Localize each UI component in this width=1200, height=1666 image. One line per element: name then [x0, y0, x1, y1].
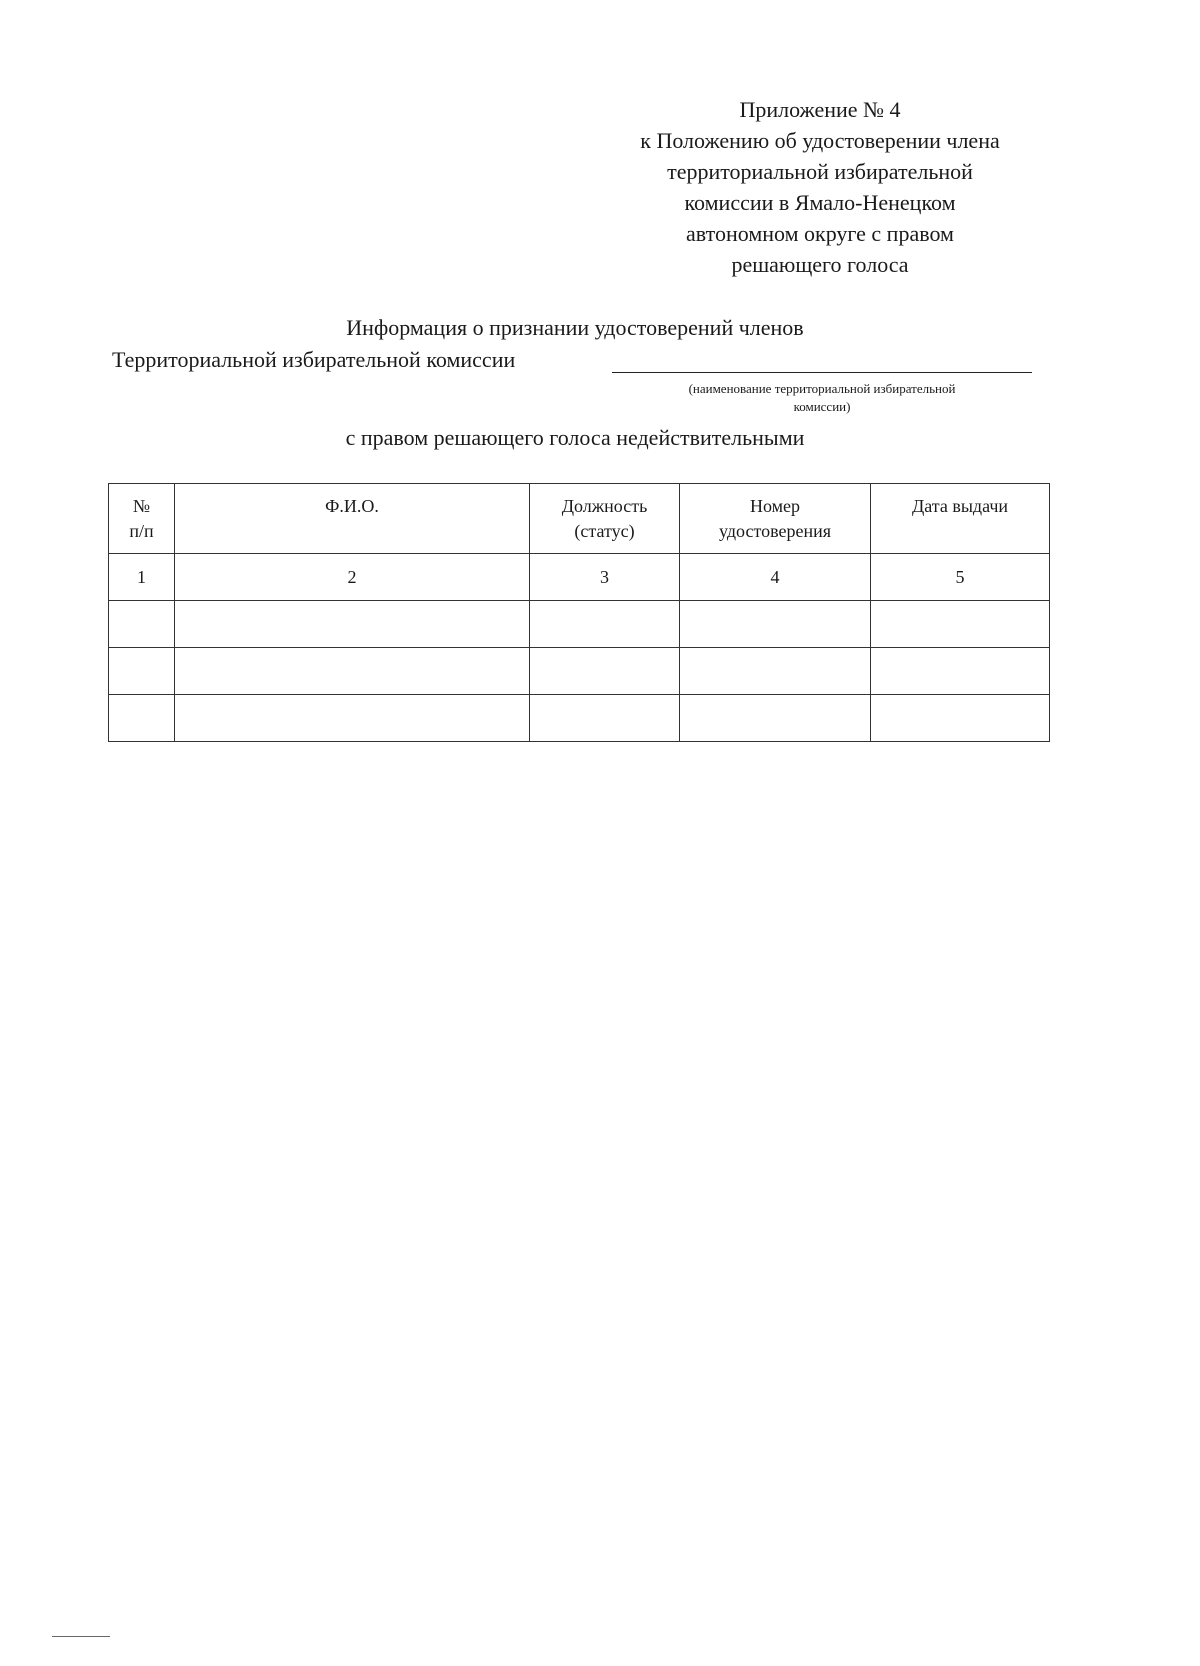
appendix-line: Приложение № 4: [739, 97, 901, 122]
table-cell: [109, 648, 175, 695]
hint-line: (наименование территориальной избирательной: [688, 381, 956, 396]
column-number-cell: 4: [680, 554, 871, 601]
table-row: [109, 601, 1050, 648]
table-cell: [530, 695, 680, 742]
table-header-row: [109, 484, 1050, 554]
column-number-cell: 5: [871, 554, 1050, 601]
hint-line: комиссии): [793, 399, 851, 414]
header-text: (статус): [574, 521, 635, 541]
column-number-row: [109, 554, 1050, 601]
document-title-line-2: Территориальной избирательной комиссии: [112, 347, 516, 372]
table-cell: [680, 648, 871, 695]
column-number-cell: 3: [530, 554, 680, 601]
appendix-line: комиссии в Ямало-Ненецком: [684, 190, 956, 215]
table-cell: [530, 648, 680, 695]
header-text: Дата выдачи: [911, 496, 1009, 516]
table-cell: [175, 695, 530, 742]
header-cell-fio: [175, 484, 530, 554]
footer-scan-mark: [52, 1636, 110, 1637]
header-text: удостоверения: [718, 521, 831, 541]
table-cell: [871, 695, 1050, 742]
commission-name-hint: [612, 380, 1032, 416]
appendix-header: [540, 94, 1100, 280]
table-cell: [109, 601, 175, 648]
appendix-line: территориальной избирательной: [667, 159, 973, 184]
header-text: Должность: [561, 496, 648, 516]
table-cell: [871, 648, 1050, 695]
header-text: п/п: [129, 521, 154, 541]
table-cell: [109, 695, 175, 742]
table-cell: [680, 601, 871, 648]
table-cell: [175, 648, 530, 695]
appendix-line: решающего голоса: [731, 252, 909, 277]
certificates-table: [108, 483, 1050, 742]
appendix-line: автономном округе с правом: [686, 221, 954, 246]
document-title-line-3: с правом решающего голоса недействительными: [345, 425, 805, 450]
table-row: [109, 648, 1050, 695]
table-cell: [871, 601, 1050, 648]
appendix-line: к Положению об удостоверении члена: [640, 128, 1000, 153]
document-title-line-1: Информация о признании удостоверений членов: [346, 315, 804, 340]
header-text: Ф.И.О.: [325, 496, 379, 516]
header-text: №: [132, 496, 151, 516]
header-text: Номер: [749, 496, 801, 516]
column-number-cell: 2: [175, 554, 530, 601]
table-row: [109, 695, 1050, 742]
table-cell: [680, 695, 871, 742]
table-cell: [530, 601, 680, 648]
header-cell-certificate-number: [680, 484, 871, 554]
header-cell-number: [109, 484, 175, 554]
header-cell-issue-date: [871, 484, 1050, 554]
column-number-cell: 1: [109, 554, 175, 601]
commission-name-blank-line: [612, 372, 1032, 373]
table-cell: [175, 601, 530, 648]
header-cell-position: [530, 484, 680, 554]
